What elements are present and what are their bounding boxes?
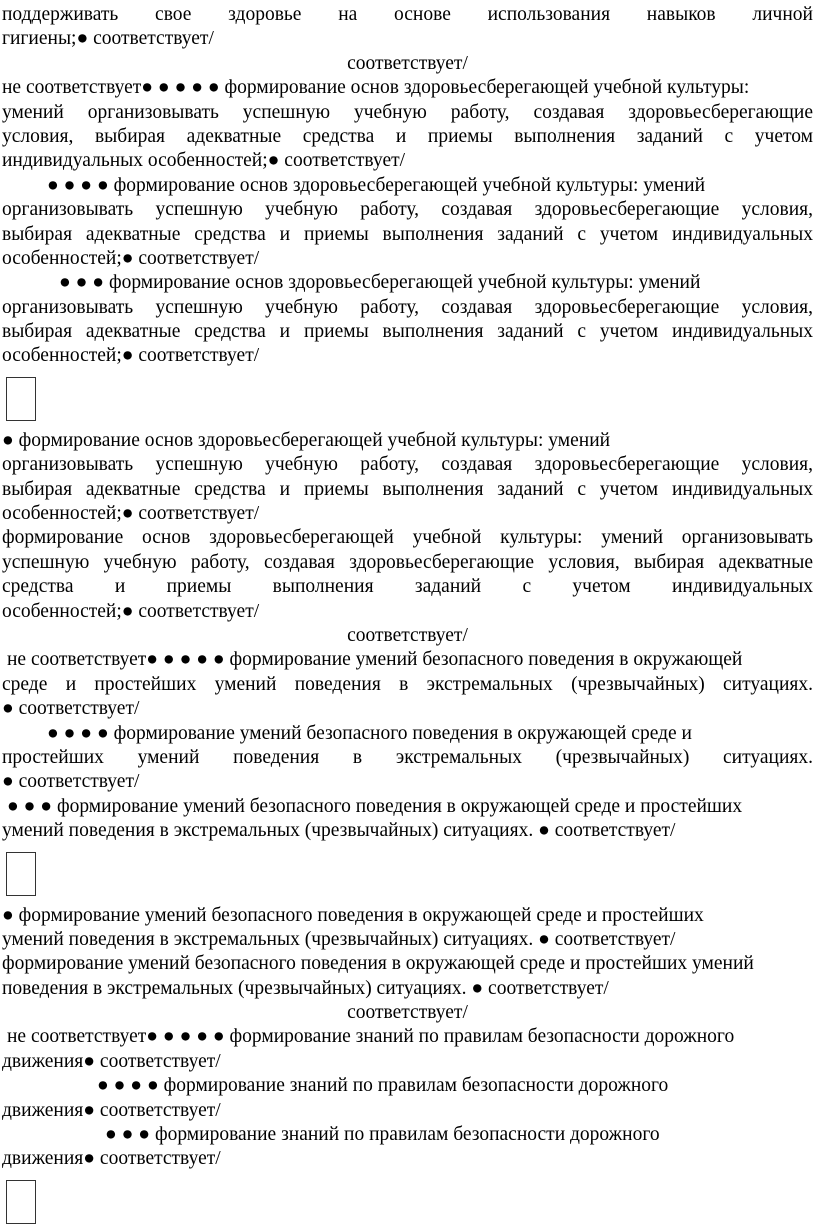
text-line: выбирая адекватные средства и приемы выполнения заданий с учетом индивидуальных [2,478,813,500]
text-line: ● соответствует/ [2,771,140,793]
text-line: успешную учебную работу, создавая здоровьесберегающие условия, выбирая адекватные [2,551,813,573]
text-line: умений поведения в экстремальных (чрезвычайных) ситуациях. ● соответствует/ [2,820,676,842]
text-line: особенностей;● соответствует/ [2,503,260,525]
text-line: не соответствует● ● ● ● ● формирование знаний по правилам безопасности дорожного [7,1026,735,1048]
text-line: поддерживать свое здоровье на основе использования навыков личной [2,4,813,25]
text-line: особенностей;● соответствует/ [2,247,260,269]
empty-checkbox [6,377,36,421]
text-line: ● ● ● ● формирование основ здоровьесберегающей учебной культуры: умений [47,174,706,196]
text-line: не соответствует● ● ● ● ● формирование умений безопасного поведения в окружающей [7,649,743,671]
text-line: организовывать успешную учебную работу, создавая здоровьесберегающие условия, [2,454,813,476]
text-line: гигиены;● соответствует/ [2,28,214,50]
text-line: организовывать успешную учебную работу, создавая здоровьесберегающие условия, [2,296,813,318]
text-line: формирование основ здоровьесберегающей учебной культуры: умений организовывать [2,527,813,549]
text-line: условия, выбирая адекватные средства и приемы выполнения заданий с учетом [2,125,813,147]
text-line: соответствует/ [347,52,468,74]
text-line: соответствует/ [347,1002,468,1024]
text-line: ● ● ● формирование основ здоровьесберегающей учебной культуры: умений [59,272,701,294]
text-line: простейших умений поведения в экстремальных (чрезвычайных) ситуациях. [2,746,813,768]
text-line: выбирая адекватные средства и приемы выполнения заданий с учетом индивидуальных [2,321,813,343]
text-line: среде и простейших умений поведения в экстремальных (чрезвычайных) ситуациях. [2,673,813,695]
text-line: индивидуальных особенностей;● соответствует/ [2,150,406,172]
text-line: ● ● ● формирование знаний по правилам безопасности дорожного [105,1124,660,1146]
text-line: организовывать успешную учебную работу, создавая здоровьесберегающие условия, [2,199,813,221]
text-line: выбирая адекватные средства и приемы выполнения заданий с учетом индивидуальных [2,223,813,245]
text-line: движения● соответствует/ [2,1148,221,1170]
empty-checkbox [6,1180,36,1224]
text-line: ● формирование основ здоровьесберегающей учебной культуры: умений [2,429,611,451]
text-line: соответствует/ [347,624,468,646]
text-line: ● ● ● формирование умений безопасного поведения в окружающей среде и простейших [7,795,743,817]
text-line: умений поведения в экстремальных (чрезвычайных) ситуациях. ● соответствует/ [2,928,676,950]
text-line: поведения в экстремальных (чрезвычайных) ситуациях. ● соответствует/ [2,977,609,999]
text-line: не соответствует● ● ● ● ● формирование основ здоровьесберегающей учебной культуры: [2,77,750,99]
text-line: ● ● ● ● формирование знаний по правилам безопасности дорожного [97,1075,669,1097]
empty-checkbox [6,852,36,896]
text-line: ● соответствует/ [2,698,140,720]
text-line: движения● соответствует/ [2,1050,221,1072]
text-line: особенностей;● соответствует/ [2,600,260,622]
text-line: ● ● ● ● формирование умений безопасного поведения в окружающей среде и [47,722,692,744]
text-line: особенностей;● соответствует/ [2,345,260,367]
text-line: формирование умений безопасного поведения в окружающей среде и простейших умений [2,953,754,975]
text-line: средства и приемы выполнения заданий с учетом индивидуальных [2,576,813,598]
text-line: умений организовывать успешную учебную работу, создавая здоровьесберегающие [2,101,813,123]
text-line: движения● соответствует/ [2,1099,221,1121]
text-line: ● формирование умений безопасного поведения в окружающей среде и простейших [2,904,704,926]
